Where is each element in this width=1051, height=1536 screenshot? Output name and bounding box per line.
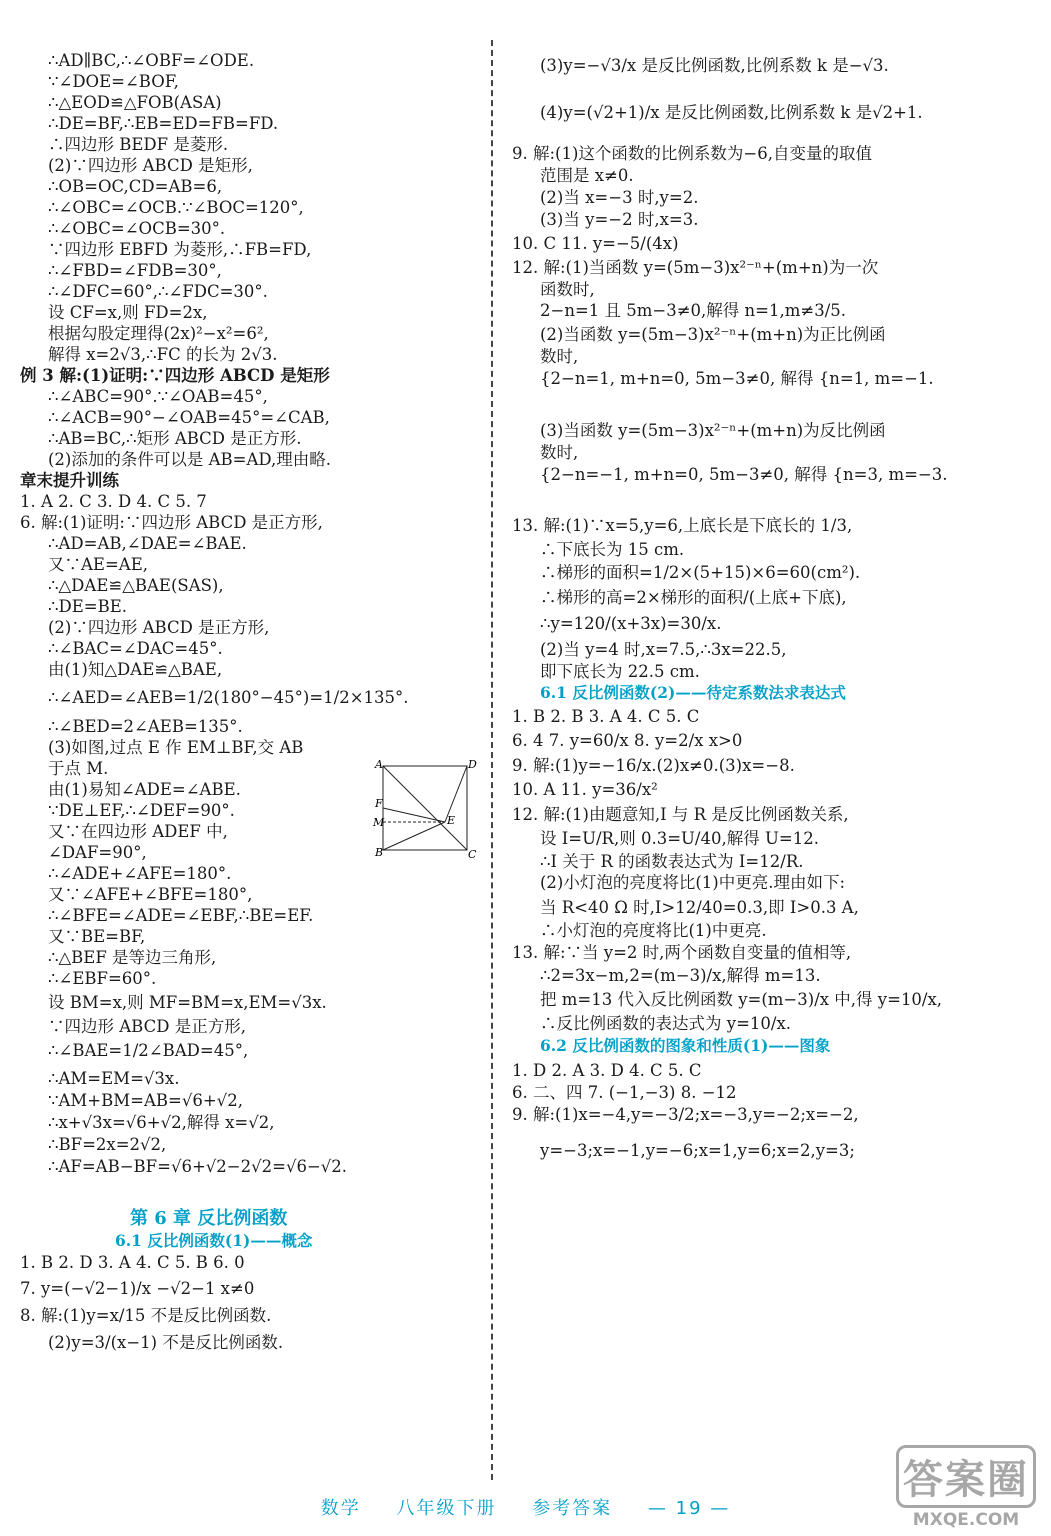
right_column-line: 函数时, [540,280,595,299]
left_column-line: (2)∵四边形 ABCD 是矩形, [48,156,253,175]
right_column-line: 把 m=13 代入反比例函数 y=(m−3)/x 中,得 y=10/x, [540,990,943,1009]
column-divider [491,40,493,1480]
right_column-line: 13. 解:(1)∵x=5,y=6,上底长是下底长的 1/3, [512,516,853,535]
label-d: D [468,758,477,771]
right_column-line: (4)y=(√2+1)/x 是反比例函数,比例系数 k 是√2+1. [540,103,923,122]
right_column-line: ∴2=3x−m,2=(m−3)/x,解得 m=13. [540,966,821,985]
right_column-line: 13. 解:∵当 y=2 时,两个函数自变量的值相等, [512,943,852,962]
footer-page: — 19 — [647,1498,731,1519]
left_column-line: 7. y=(−√2−1)/x −√2−1 x≠0 [20,1279,255,1298]
right_column-line: 9. 解:(1)y=−16/x.(2)x≠0.(3)x=−8. [512,756,795,775]
right_column-line: ∴梯形的面积=1/2×(5+15)×6=60(cm²). [540,563,861,582]
left_column-line: ∴∠AED=∠AEB=1/2(180°−45°)=1/2×135°. [48,688,409,707]
left_column-line: 1. B 2. D 3. A 4. C 5. B 6. 0 [20,1253,245,1272]
right_column-line: 即下底长为 22.5 cm. [540,662,700,681]
left_column-line: ∴AF=AB−BF=√6+√2−2√2=√6−√2. [48,1157,348,1176]
left_column-line: ∴△BEF 是等边三角形, [48,948,217,967]
left_column-line: 章末提升训练 [20,471,119,490]
right_column-line: (3)y=−√3/x 是反比例函数,比例系数 k 是−√3. [540,56,889,75]
label-c: C [468,848,477,861]
right_column-line: 6. 4 7. y=60/x 8. y=2/x x>0 [512,731,743,750]
left_column-line: 于点 M. [48,759,109,778]
right_column-line: 9. 解:(1)这个函数的比例系数为−6,自变量的取值 [512,144,872,163]
right_column-line: 9. 解:(1)x=−4,y=−3/2;x=−3,y=−2;x=−2, [512,1105,859,1124]
left_column-line: 根据勾股定理得(2x)²−x²=6², [48,324,269,343]
right_column-line: ∴下底长为 15 cm. [540,540,685,559]
left_column-line: ∴BF=2x=2√2, [48,1135,167,1154]
right_column-line: (2)当 x=−3 时,y=2. [540,188,699,207]
left_column-line: (2)y=3/(x−1) 不是反比例函数. [48,1333,284,1352]
right_column-line: 12. 解:(1)当函数 y=(5m−3)x²⁻ⁿ+(m+n)为一次 [512,258,879,277]
watermark-logo [891,1445,1041,1530]
label-b: B [375,846,384,859]
left_column-line: ∴∠BED=2∠AEB=135°. [48,717,243,736]
left_column-line: (3)如图,过点 E 作 EM⊥BF,交 AB [48,738,304,757]
left_column-line: ∵四边形 ABCD 是正方形, [48,1017,246,1036]
left_column-line: 1. A 2. C 3. D 4. C 5. 7 [20,492,207,511]
left_column-line: ∴x+√3x=√6+√2,解得 x=√2, [48,1113,275,1132]
right_column-line: 数时, [540,347,579,366]
right_column-line: 设 I=U/R,则 0.3=U/40,解得 U=12. [540,829,819,848]
label-e: E [447,814,456,827]
left_column-line: ∵∠DOE=∠BOF, [48,72,179,91]
left_column-line: ∴AB=BC,∴矩形 ABCD 是正方形. [48,429,302,448]
left_column-line: ∴AD∥BC,∴∠OBF=∠ODE. [48,51,255,70]
left_column-line: 设 CF=x,则 FD=2x, [48,303,208,322]
left_column-line: 8. 解:(1)y=x/15 不是反比例函数. [20,1306,272,1325]
right_column-line: (2)当 y=4 时,x=7.5,∴3x=22.5, [540,640,787,659]
left_column-line: ∴DE=BF,∴EB=ED=FB=FD. [48,114,279,133]
left_column-line: ∴∠FBD=∠FDB=30°, [48,261,222,280]
left_column-line: ∴∠BAE=1/2∠BAD=45°, [48,1041,249,1060]
left_column-line: ∵四边形 EBFD 为菱形,∴FB=FD, [48,240,312,259]
left_column-line: 例 3 解:(1)证明:∵四边形 ABCD 是矩形 [20,366,330,385]
right_column-line: 2−n=1 且 5m−3≠0,解得 n=1,m≠3/5. [540,301,847,320]
left_column-line: 由(1)易知∠ADE=∠ABE. [48,780,241,799]
left_column-line: 第 6 章 反比例函数 [130,1208,288,1229]
right_column-line: (2)小灯泡的亮度将比(1)中更亮.理由如下: [540,873,846,892]
footer-section: 参考答案 [532,1498,613,1519]
right_column-line: 当 R<40 Ω 时,I>12/40=0.3,即 I>0.3 A, [540,898,859,917]
left_column-line: ∴∠OBC=∠OCB.∵∠BOC=120°, [48,198,304,217]
left_column-line: ∴OB=OC,CD=AB=6, [48,177,223,196]
left_column-line: ∴∠ABC=90°.∵∠OAB=45°, [48,387,268,406]
left_column-line: ∴DE=BE. [48,597,128,616]
left_column-line: ∴四边形 BEDF 是菱形. [48,135,229,154]
left_column-line: 又∵BE=BF, [48,927,146,946]
left_column-line: 又∵在四边形 ADEF 中, [48,822,228,841]
right_column-line: {2−n=1, m+n=0, 5m−3≠0, 解得 {n=1, m=−1. [540,369,934,388]
left_column-line: ∵AM+BM=AB=√6+√2, [48,1091,243,1110]
footer-grade: 八年级下册 [396,1498,497,1519]
watermark-text: 答案圈 [896,1445,1036,1508]
right_column-line: ∴I 关于 R 的函数表达式为 I=12/R. [540,852,804,871]
right_column-line: ∴反比例函数的表达式为 y=10/x. [540,1014,791,1033]
right_column-line: 数时, [540,443,579,462]
right_column-line: {2−n=−1, m+n=0, 5m−3≠0, 解得 {n=3, m=−3. [540,465,948,484]
left_column-line: ∴∠DFC=60°,∴∠FDC=30°. [48,282,268,301]
left_column-line: ∵DE⊥EF,∴∠DEF=90°. [48,801,235,820]
left_column-line: ∴∠ADE+∠AFE=180°. [48,864,232,883]
left_column-line: 又∵∠AFE+∠BFE=180°, [48,885,253,904]
square-figure [375,760,475,860]
left_column-line: ∴∠OBC=∠OCB=30°. [48,219,226,238]
left_column-line: ∴∠BFE=∠ADE=∠EBF,∴BE=EF. [48,906,314,925]
left_column-line: (2)添加的条件可以是 AB=AD,理由略. [48,450,332,469]
left_column-line: ∴AD=AB,∠DAE=∠BAE. [48,534,247,553]
left_column-line: ∴△DAE≌△BAE(SAS), [48,576,224,595]
right_column-line: 1. D 2. A 3. D 4. C 5. C [512,1061,702,1080]
right_column-line: ∴小灯泡的亮度将比(1)中更亮. [540,921,767,940]
left_column-line: 6.1 反比例函数(1)——概念 [115,1231,313,1250]
left_column-line: ∴△EOD≌△FOB(ASA) [48,93,222,112]
right_column-line: 1. B 2. B 3. A 4. C 5. C [512,707,700,726]
right_column-line: (3)当函数 y=(5m−3)x²⁻ⁿ+(m+n)为反比例函 [540,421,886,440]
label-a: A [375,758,383,771]
footer-subject: 数学 [320,1498,361,1519]
right_column-line: 10. C 11. y=−5/(4x) [512,234,679,253]
left_column-line: ∠DAF=90°, [48,843,147,862]
right_column-line: 6.2 反比例函数的图象和性质(1)——图象 [540,1036,831,1055]
left_column-line: 6. 解:(1)证明:∵四边形 ABCD 是正方形, [20,513,323,532]
right_column-line: 6. 二、四 7. (−1,−3) 8. −12 [512,1083,737,1102]
left_column-line: ∴∠BAC=∠DAC=45°. [48,639,223,658]
left_column-line: ∴∠EBF=60°. [48,969,157,988]
left_column-line: 由(1)知△DAE≌△BAE, [48,660,223,679]
right_column-line: (3)当 y=−2 时,x=3. [540,210,699,229]
right_column-line: 12. 解:(1)由题意知,I 与 R 是反比例函数关系, [512,805,849,824]
left_column-line: ∴AM=EM=√3x. [48,1069,180,1088]
right_column-line: 6.1 反比例函数(2)——待定系数法求表达式 [540,683,846,702]
right_column-line: 10. A 11. y=36/x² [512,780,658,799]
left_column-line: 解得 x=2√3,∴FC 的长为 2√3. [48,345,278,364]
right_column-line: ∴梯形的高=2×梯形的面积/(上底+下底), [540,588,847,607]
right_column-line: 范围是 x≠0. [540,166,634,185]
left_column-line: ∴∠ACB=90°−∠OAB=45°=∠CAB, [48,408,330,427]
label-f: F [375,797,383,810]
left_column-line: 又∵AE=AE, [48,555,148,574]
label-m: M [373,816,385,829]
right_column-line: y=−3;x=−1,y=−6;x=1,y=6;x=2,y=3; [540,1141,855,1160]
left_column-line: 设 BM=x,则 MF=BM=x,EM=√3x. [48,993,327,1012]
left_column-line: (2)∵四边形 ABCD 是正方形, [48,618,270,637]
right_column-line: ∴y=120/(x+3x)=30/x. [540,614,722,633]
watermark-url: MXQE.COM [912,1510,1020,1530]
right_column-line: (2)当函数 y=(5m−3)x²⁻ⁿ+(m+n)为正比例函 [540,325,886,344]
